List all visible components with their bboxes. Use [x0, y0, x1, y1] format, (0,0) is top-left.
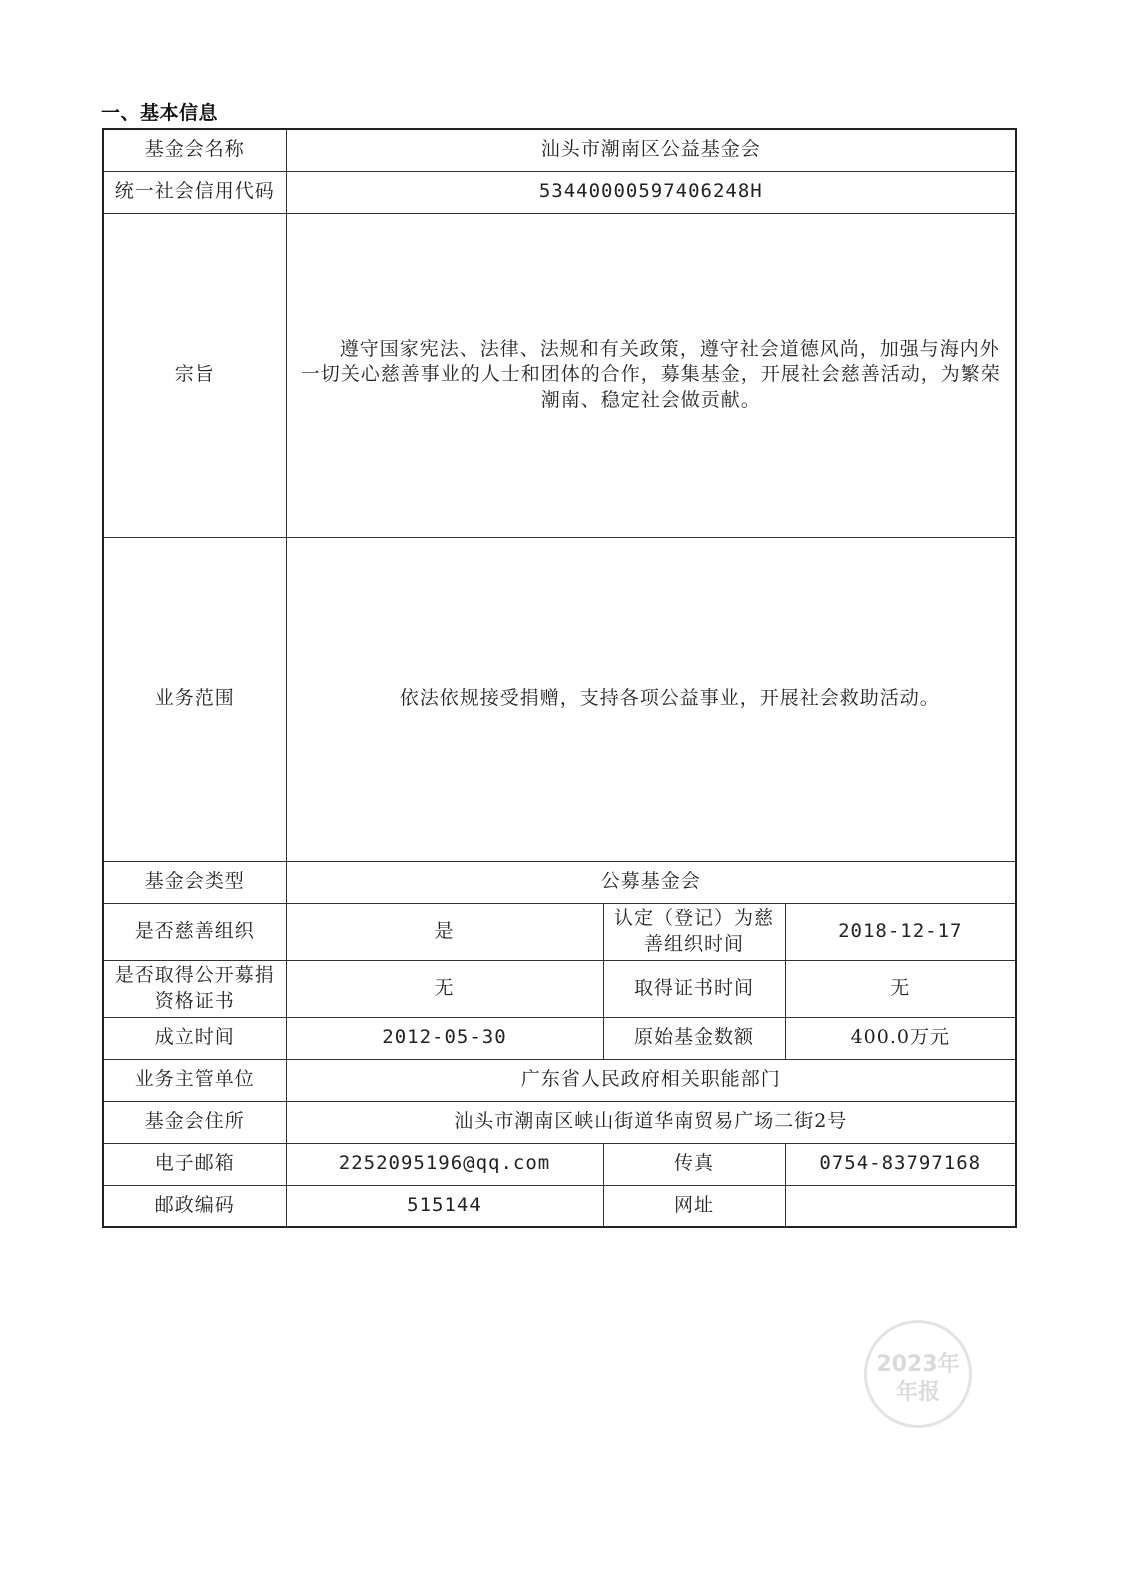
purpose-value-cell	[286, 213, 1016, 537]
website-value	[785, 1185, 1016, 1227]
table-row	[103, 1185, 1016, 1227]
fax-label: 传真	[603, 1143, 785, 1185]
table-row	[103, 960, 1016, 1017]
supervisor-label: 业务主管单位	[103, 1059, 286, 1101]
original-fund-value: 400.0万元	[785, 1017, 1016, 1059]
certificate-date-value: 无	[785, 960, 1016, 1017]
table-row	[103, 861, 1016, 903]
name-label: 基金会名称	[103, 129, 286, 171]
supervisor-value: 广东省人民政府相关职能部门	[286, 1059, 1016, 1101]
established-value: 2012-05-30	[286, 1017, 603, 1059]
address-value: 汕头市潮南区峡山街道华南贸易广场二街2号	[286, 1101, 1016, 1143]
fundraising-value: 无	[286, 960, 603, 1017]
table-row	[103, 903, 1016, 960]
credit-code-value: 53440000597406248H	[286, 171, 1016, 213]
table-row	[103, 213, 1016, 537]
address-label: 基金会住所	[103, 1101, 286, 1143]
purpose-value: 遵守国家宪法、法律、法规和有关政策，遵守社会道德风尚，加强与海内外一切关心慈善事业的人士和团体的合作，募集基金，开展社会慈善活动，为繁荣潮南、稳定社会做贡献。	[300, 337, 1001, 411]
postcode-value: 515144	[286, 1185, 603, 1227]
table-row	[103, 1101, 1016, 1143]
stamp-year: 2023年	[876, 1352, 960, 1377]
annual-report-stamp	[864, 1320, 972, 1428]
charity-value: 是	[286, 903, 603, 960]
fax-value: 0754-83797168	[785, 1143, 1016, 1185]
table-row	[103, 1017, 1016, 1059]
basic-info-table	[102, 128, 1017, 1228]
table-row	[103, 129, 1016, 171]
certificate-date-label: 取得证书时间	[603, 960, 785, 1017]
credit-code-label: 统一社会信用代码	[103, 171, 286, 213]
purpose-label: 宗旨	[103, 213, 286, 537]
business-scope-value-cell	[286, 537, 1016, 861]
email-label: 电子邮箱	[103, 1143, 286, 1185]
email-value: 2252095196@qq.com	[286, 1143, 603, 1185]
table-row	[103, 171, 1016, 213]
website-label: 网址	[603, 1185, 785, 1227]
type-label: 基金会类型	[103, 861, 286, 903]
section-title: 一、基本信息	[101, 102, 219, 124]
business-scope-label: 业务范围	[103, 537, 286, 861]
established-label: 成立时间	[103, 1017, 286, 1059]
charity-date-label: 认定（登记）为慈善组织时间	[603, 903, 785, 960]
name-value: 汕头市潮南区公益基金会	[286, 129, 1016, 171]
type-value: 公募基金会	[286, 861, 1016, 903]
original-fund-label: 原始基金数额	[603, 1017, 785, 1059]
charity-date-value: 2018-12-17	[785, 903, 1016, 960]
fundraising-label: 是否取得公开募捐资格证书	[103, 960, 286, 1017]
stamp-label: 年报	[895, 1380, 940, 1405]
charity-label: 是否慈善组织	[103, 903, 286, 960]
postcode-label: 邮政编码	[103, 1185, 286, 1227]
table-row	[103, 1143, 1016, 1185]
table-row	[103, 1059, 1016, 1101]
business-scope-value: 依法依规接受捐赠，支持各项公益事业，开展社会救助活动。	[399, 687, 940, 710]
table-row	[103, 537, 1016, 861]
